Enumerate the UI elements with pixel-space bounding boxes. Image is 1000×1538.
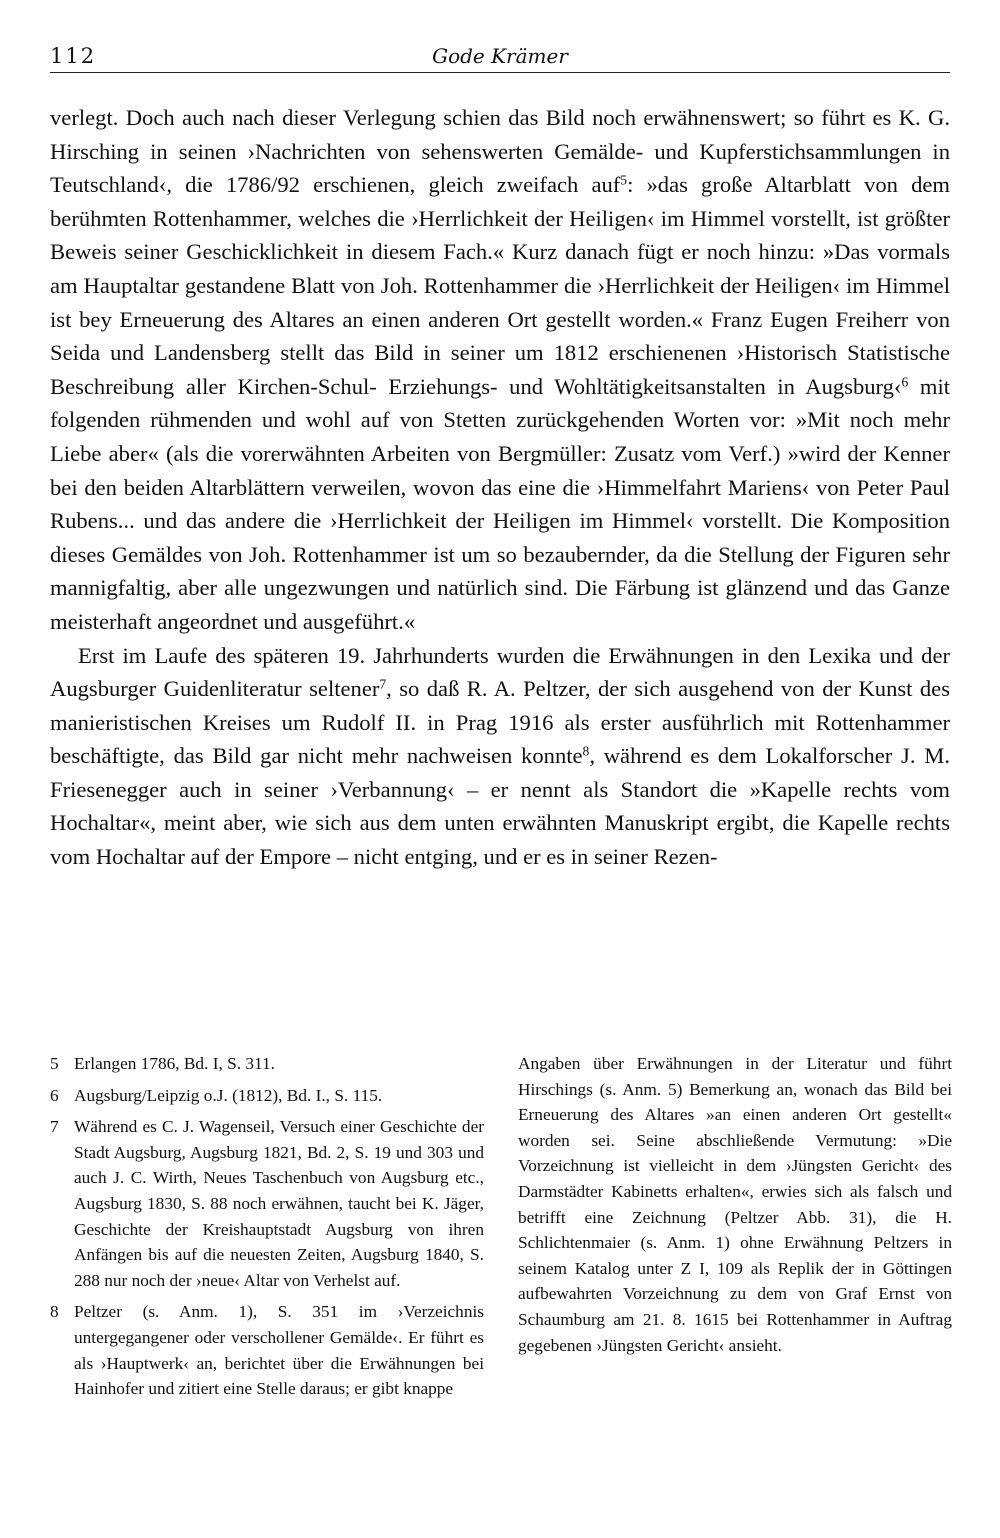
footnote-text: Peltzer (s. Anm. 1), S. 351 im ›Verzeichnis untergegangener oder verschollener Gemälde‹. Er führt es als ›Hauptwerk‹ an, berichtet über die Erwähnungen bei Hainhofer und zitiert eine Stelle daraus; er gibt knappe <box>74 1302 484 1399</box>
page-header <box>50 38 950 73</box>
text-segment: mit folgenden rühmenden und wohl auf von Stetten zurückgehenden Worten vor: »Mit noch mehr Liebe aber« (als die vorerwähnten Arbeiten von Bergmüller: Zusatz vom Verf.) »wird der Kenner bei den beiden Altarblättern verweilen, wovon das eine die ›Himmelfahrt Mariens‹ von Peter Paul Rubens... und das andere die ›Herrlichkeit der Heiligen im Himmel‹ vorstellt. Die Komposition dieses Gemäldes von Joh. Rottenhammer ist um so bezaubernder, da die Stellung der Figuren sehr mannigfaltig, aber alle ungezwungen und natürlich sind. Die Färbung ist glänzend und das Ganze meisterhaft angeordnet und ausgeführt.« <box>50 373 950 634</box>
main-text <box>50 101 950 874</box>
footnote-text: Augsburg/Leipzig o.J. (1812), Bd. I., S. 115. <box>74 1085 383 1105</box>
footnote-ref: 7 <box>379 676 387 692</box>
footnote-continuation: Angaben über Erwähnungen in der Literatur und führt Hirschings (s. Anm. 5) Bemerkung an, wonach das Bild bei Erneuerung des Altares »an einen anderen Ort gestellt« worden sei. Seine abschließende Vermutung: »Die Vorzeichnung ist vielleicht in dem ›Jüngsten Gericht‹ des Darmstädter Kabinetts erhalten«, erwies sich als falsch und betrifft eine Zeichnung (Peltzer Abb. 31), die H. Schlichtenmaier (s. Anm. 1) ohne Erwähnung Peltzers in seinem Katalog unter Z I, 109 als Replik der in Göttingen aufbewahrten Vorzeichnung zu dem von Graf Ernst von Schaumburg am 21. 8. 1615 bei Rottenhammer in Auftrag gegebenen ›Jüngsten Gericht‹ ansieht. <box>518 1054 952 1355</box>
footnote <box>50 1051 484 1077</box>
page-number: 112 <box>50 44 97 68</box>
footnote <box>50 1299 484 1401</box>
footnote-text: Erlangen 1786, Bd. I, S. 311. <box>74 1054 275 1073</box>
footnote-text: Während es C. J. Wagenseil, Versuch einer Geschichte der Stadt Augsburg, Augsburg 1821, Bd. 2, S. 19 und 303 und auch J. C. Wirth, Neues Taschenbuch von Augsburg etc., Augsburg 1830, S. 88 noch erwähnen, taucht bei K. Jäger, Geschichte der Kreishauptstadt Augsburg von ihren Anfängen bis auf die neuesten Zeiten, Augsburg 1840, S. 288 nur noch der ›neue‹ Altar von Verhelst auf. <box>74 1117 484 1290</box>
footnote-number: 6 <box>50 1085 59 1105</box>
footnote <box>50 1114 484 1293</box>
text-segment: verlegt. Doch auch nach dieser Verlegung schien das Bild noch erwähnenswert; so führt es K. G. Hirsching in seinen ›Nachrichten von sehenswerten Gemälde- und Kupferstichsammlungen in Teutschland‹, die 1786/92 erschienen, gleich zweifach auf <box>50 105 950 198</box>
text-segment: , während es dem Lokalforscher J. M. Friesenegger auch in seiner ›Verbannung‹ – er nennt als Standort die »Kapelle rechts vom Hochaltar«, meint aber, wie sich aus dem unten erwähnten Manuskript ergibt, die Kapelle rechts vom Hochaltar auf der Empore – nicht entging, und er es in seiner Rezen- <box>50 743 950 870</box>
footnote-number: 5 <box>50 1054 59 1073</box>
footnote-number: 8 <box>50 1302 59 1322</box>
footnote-ref: 5 <box>620 172 628 188</box>
footnote-ref: 8 <box>582 743 590 759</box>
footnote <box>50 1083 484 1109</box>
footnote-number: 7 <box>50 1117 59 1137</box>
paragraph <box>50 101 950 639</box>
text-segment: Erst im Laufe des späteren 19. Jahrhunderts wurden die Erwähnungen in den Lexika und der Augsburger Guidenliteratur seltener <box>50 642 950 702</box>
text-segment: , so daß R. A. Peltzer, der sich ausgehend von der Kunst des manieristischen Kreises um Rudolf II. in Prag 1916 als erster ausführlich mit Rottenhammer beschäftigte, das Bild gar nicht mehr nachweisen konnte <box>50 676 950 769</box>
footnotes-right-column <box>518 1051 952 1358</box>
paragraph <box>50 639 950 874</box>
running-head: Gode Krämer <box>432 44 568 68</box>
footnotes-left-column <box>50 1051 484 1402</box>
footnote-ref: 6 <box>901 374 909 390</box>
text-segment: : »das große Altarblatt von dem berühmten Rottenhammer, welches die ›Herrlichkeit der Heiligen‹ im Himmel vorstellt, ist größter Beweis seiner Geschicklichkeit in diesem Fach.« Kurz danach fügt er noch hinzu: »Das vormals am Hauptaltar gestandene Blatt von Joh. Rottenhammer die ›Herrlichkeit der Heiligen‹ im Himmel ist bey Erneuerung des Altares an einen anderen Ort gestellt worden.« Franz Eugen Freiherr von Seida und Landensberg stellt das Bild in seiner um 1812 erschienenen ›Historisch Statistische Beschreibung aller Kirchen-Schul- Erziehungs- und Wohltätigkeitsanstalten in Augsburg‹ <box>50 172 950 399</box>
